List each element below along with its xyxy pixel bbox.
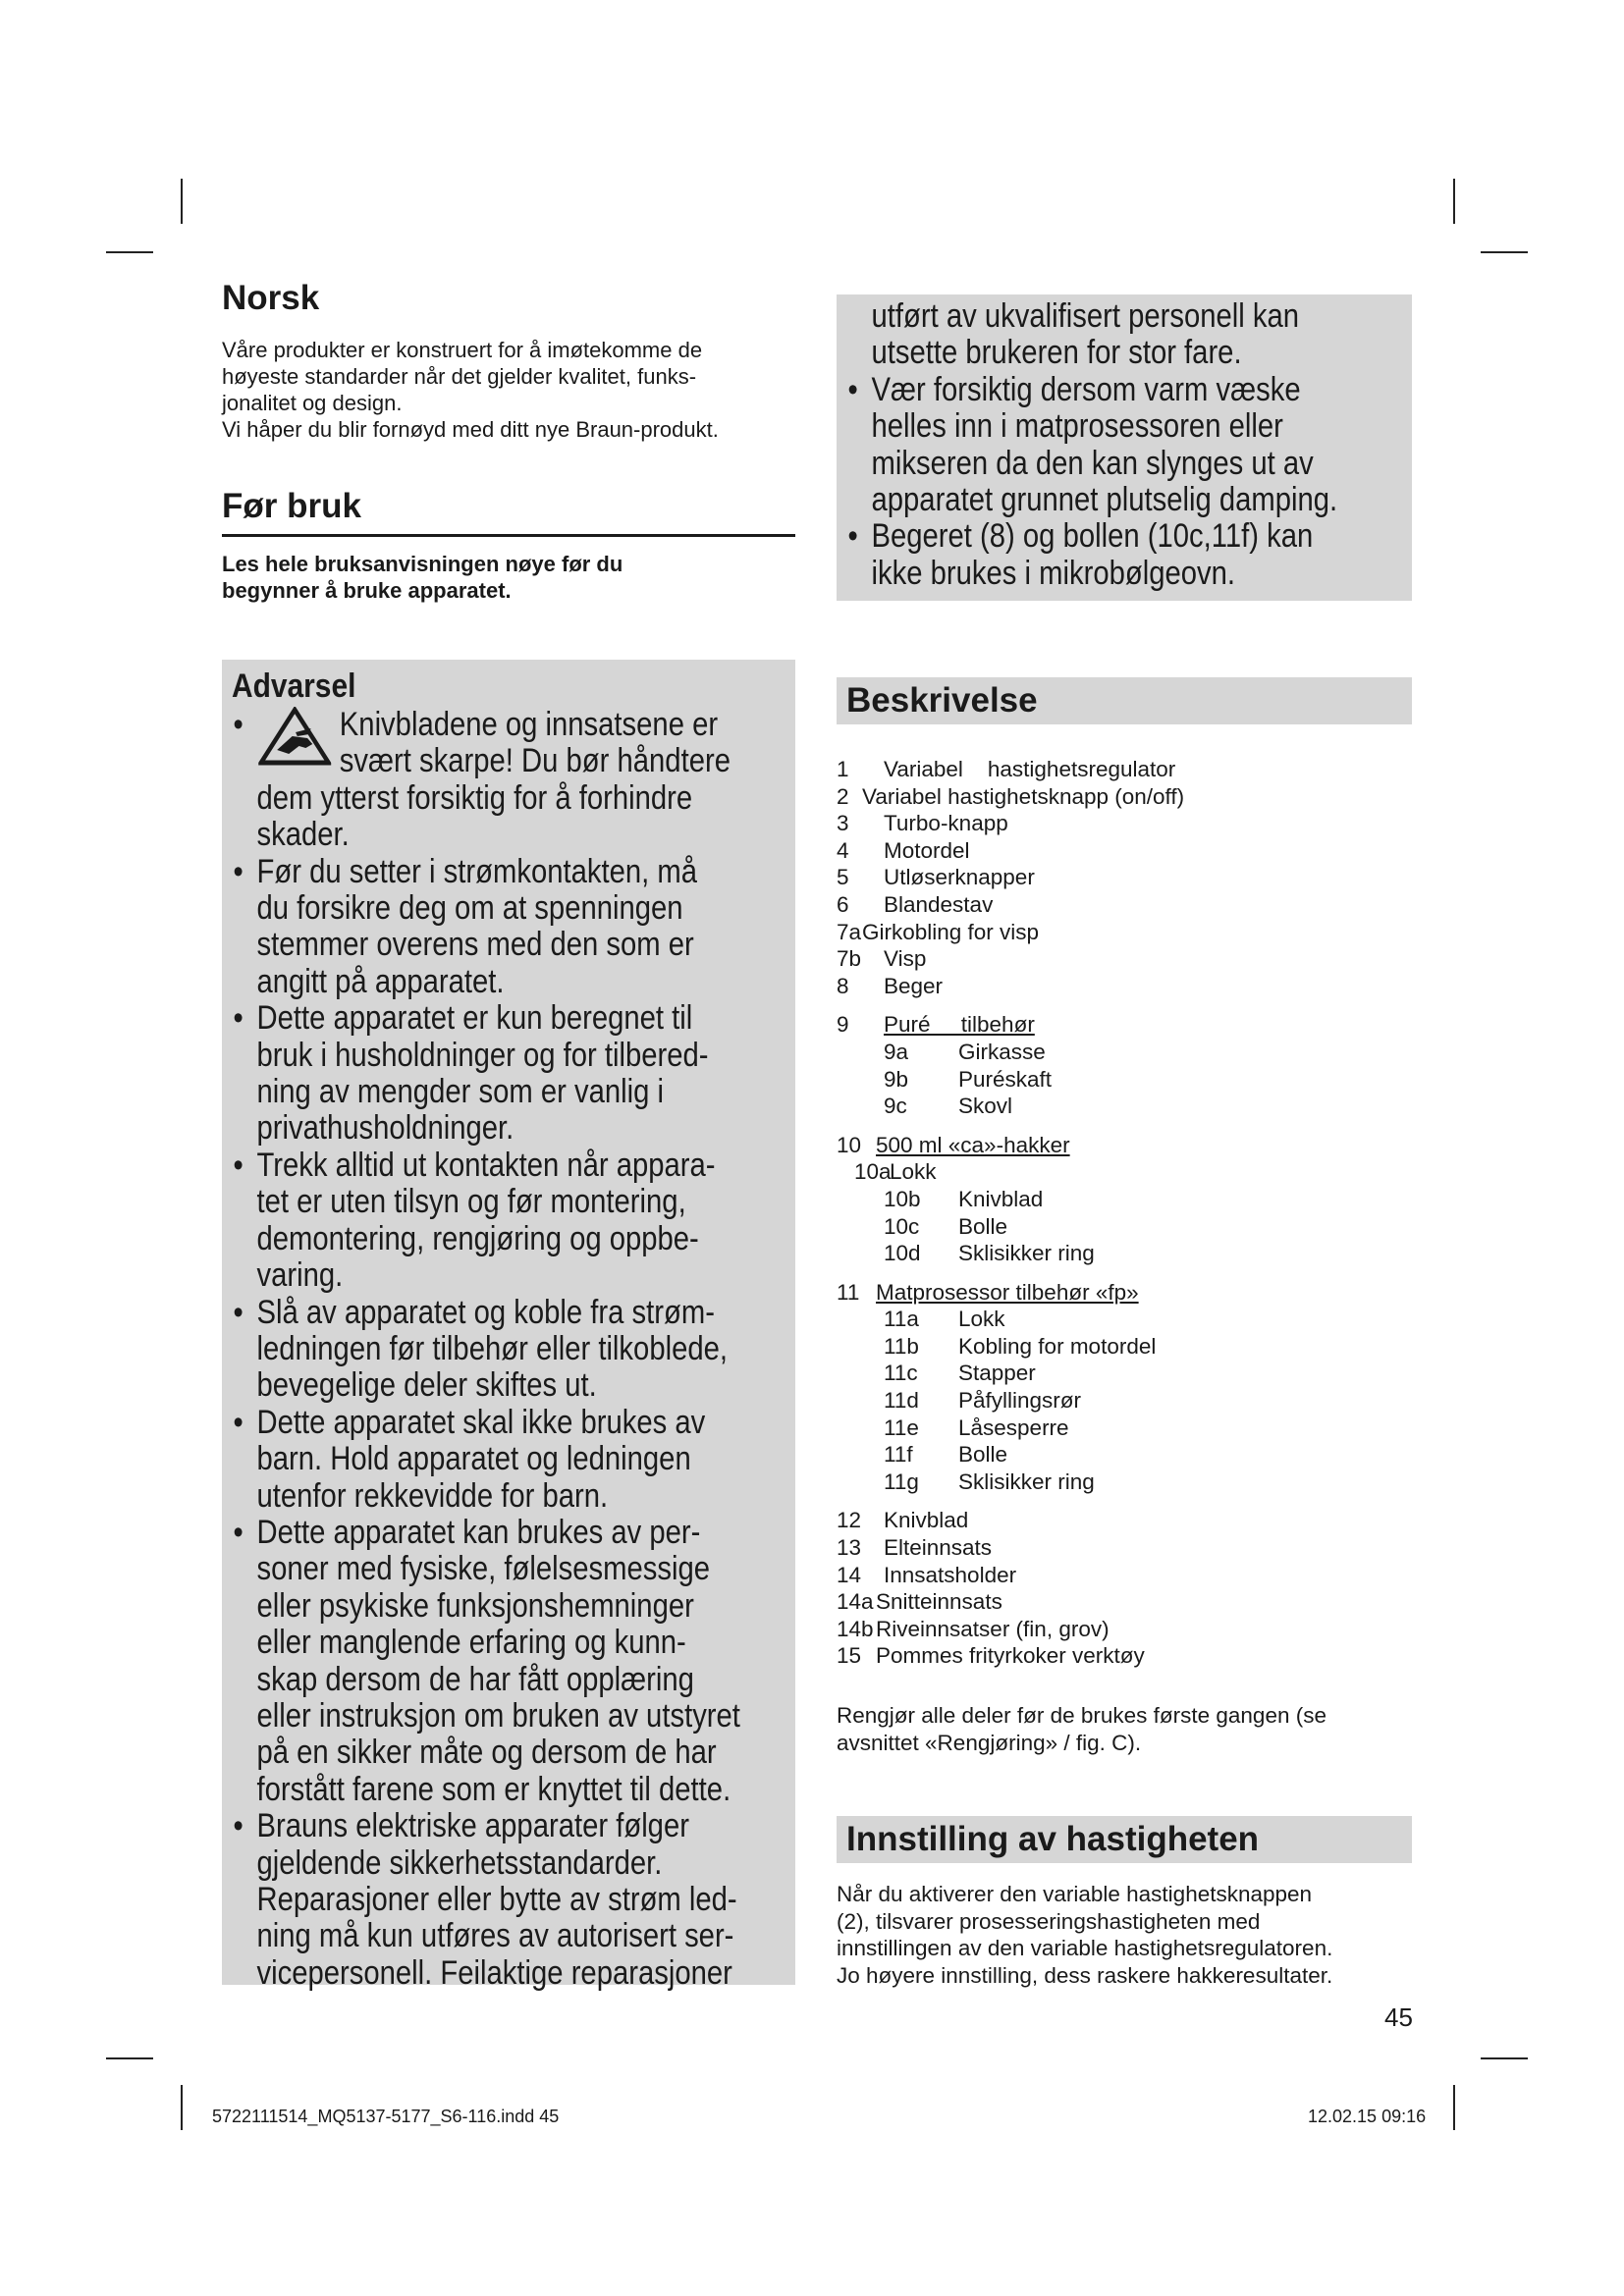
warning-line: vicepersonell. Feilaktige reparasjoner: [256, 1953, 732, 1992]
warning-line: ning av mengder som er vanlig i: [256, 1073, 664, 1111]
part-number: 4: [837, 837, 849, 863]
bullet: •: [233, 1146, 244, 1184]
list-item: [837, 1415, 1426, 1442]
part-label: Variabel hastighetsregulator: [884, 757, 1176, 781]
warning-line: ning må kun utføres av autorisert ser-: [256, 1917, 734, 1955]
part-label: Variabel hastighetsknapp (on/off): [862, 783, 1185, 809]
part-number: 9c: [884, 1094, 907, 1119]
part-label: Stapper: [958, 1361, 1036, 1386]
part-number: 5: [837, 865, 849, 890]
part-label: Riveinnsatser (fin, grov): [876, 1616, 1110, 1641]
hand-blade-warning-icon: [258, 707, 331, 766]
part-label: Lokk: [890, 1159, 937, 1185]
warning-line: eller psykiske funksjonshemninger: [256, 1586, 694, 1625]
part-number: 11a: [884, 1307, 919, 1332]
warning-line: bevegelige deler skiftes ut.: [256, 1366, 597, 1405]
warning-line: ledningen før tilbehør eller tilkoblede,: [256, 1329, 728, 1367]
part-number: 7b: [837, 946, 862, 972]
part-number: 11f: [884, 1442, 913, 1468]
warning-line: Dette apparatet kan brukes av per-: [256, 1513, 701, 1551]
speed-heading-bar: [837, 1816, 1412, 1863]
list-item: [837, 1616, 1426, 1643]
warning-line: Knivbladene og innsatsene er: [339, 706, 719, 743]
part-label: Sklisikker ring: [958, 1468, 1095, 1494]
list-item: [837, 1534, 1426, 1562]
part-number: 10b: [884, 1186, 921, 1211]
bullet: •: [233, 1403, 244, 1441]
warning-line: barn. Hold apparatet og ledningen: [256, 1440, 691, 1478]
clean-note-line: avsnittet «Rengjøring» / fig. C).: [837, 1730, 1142, 1755]
warning-item: [230, 1405, 753, 1515]
description-heading-bar: [837, 677, 1412, 724]
crop-mark: [181, 2085, 183, 2130]
intro-line: Våre produkter er konstruert for å imøtekomme de: [222, 338, 703, 362]
part-label: Sklisikker ring: [958, 1241, 1095, 1266]
list-item: [837, 1333, 1426, 1361]
speed-line: innstillingen av den variable hastighetsregulatoren.: [837, 1936, 1333, 1961]
list-item: [837, 1240, 1426, 1267]
part-label: Motordel: [884, 837, 970, 863]
warning-line: angitt på apparatet.: [256, 962, 505, 1000]
part-label: Utløserknapper: [884, 865, 1035, 890]
list-item: [837, 1306, 1426, 1333]
crop-mark: [106, 2057, 153, 2059]
warning-line: varing.: [256, 1256, 344, 1295]
warning-line: privathusholdninger.: [256, 1109, 514, 1148]
list-item: [837, 1279, 1426, 1307]
list-item: [837, 891, 1426, 919]
part-label: Elteinnsats: [884, 1535, 993, 1561]
list-item: [837, 1093, 1426, 1120]
before-use-heading: Før bruk: [222, 488, 795, 537]
part-label: Låsesperre: [958, 1415, 1069, 1440]
speed-line: Når du aktiverer den variable hastighetsknappen: [837, 1882, 1313, 1906]
crop-mark: [106, 251, 153, 253]
warning-item: [844, 518, 1402, 592]
warning-continuation: [844, 298, 1402, 592]
list-item: [837, 1011, 1426, 1039]
part-number: 9: [837, 1012, 849, 1038]
warning-line: tet er uten tilsyn og før montering,: [256, 1183, 686, 1221]
language-title: Norsk: [222, 279, 320, 317]
warning-continuation-box: [837, 294, 1412, 601]
warning-line: helles inn i matprosessoren eller: [871, 407, 1283, 446]
bullet: •: [233, 1293, 244, 1331]
warning-box: [222, 660, 795, 1992]
part-label: 500 ml «ca»-hakker: [876, 1132, 1070, 1157]
intro-line: jonalitet og design.: [222, 391, 403, 415]
part-label: Visp: [884, 946, 927, 972]
warning-line: mikseren da den kan slynges ut av: [871, 444, 1314, 482]
part-label: Knivblad: [958, 1186, 1044, 1211]
part-number: 1: [837, 757, 849, 781]
part-label: Beger: [884, 973, 944, 998]
speed-line: Jo høyere innstilling, dess raskere hakkeresultater.: [837, 1962, 1333, 1988]
warning-item: [230, 854, 753, 1001]
part-label: Snitteinnsats: [876, 1589, 1002, 1615]
list-item: [837, 1642, 1426, 1670]
part-number: 15: [837, 1643, 862, 1669]
part-label: Turbo-knapp: [884, 811, 1008, 836]
warning-line: ikke brukes i mikrobølgeovn.: [871, 554, 1236, 592]
before-use-note: [222, 551, 795, 604]
part-number: 13: [837, 1535, 862, 1561]
list-item: [837, 973, 1426, 1000]
part-number: 9b: [884, 1066, 909, 1092]
bullet: •: [233, 1807, 244, 1845]
warning-line: Reparasjoner eller bytte av strøm led-: [256, 1881, 737, 1918]
footer-date: 12.02.15 09:16: [1308, 2107, 1427, 2126]
warning-line: svært skarpe! Du bør håndtere: [339, 742, 731, 780]
part-label: Puré tilbehør: [884, 1012, 1035, 1038]
crop-mark: [1481, 2057, 1528, 2059]
warning-line: Før du setter i strømkontakten, må: [256, 852, 697, 890]
bullet: •: [233, 706, 244, 743]
list-item: [837, 1468, 1426, 1496]
part-number: 6: [837, 891, 849, 917]
part-label: Påfyllingsrør: [958, 1388, 1082, 1414]
part-label: Girkasse: [958, 1039, 1046, 1064]
warning-list: [230, 707, 753, 1992]
warning-line: skader.: [256, 816, 350, 854]
list-item: [837, 945, 1426, 973]
part-number: 14a: [837, 1589, 874, 1615]
crop-mark: [1481, 251, 1528, 253]
part-number: 11: [837, 1279, 860, 1305]
list-item: [837, 1441, 1426, 1468]
part-label: Skovl: [958, 1094, 1013, 1119]
warning-line: Slå av apparatet og koble fra strøm-: [256, 1293, 715, 1331]
part-number: 11e: [884, 1415, 919, 1440]
warning-line: Dette apparatet er kun beregnet til: [256, 999, 693, 1038]
warning-item: [844, 372, 1402, 519]
list-item: [837, 919, 1426, 946]
list-item: [837, 1507, 1426, 1534]
part-number: 11c: [884, 1361, 918, 1386]
list-item: [837, 1039, 1426, 1066]
page-number: 45: [1384, 2002, 1413, 2032]
warning-item: [230, 1515, 753, 1808]
warning-line: dem ytterst forsiktig for å forhindre: [256, 778, 693, 817]
part-number: 3: [837, 811, 849, 836]
speed-heading: Innstilling av hastigheten: [846, 1820, 1260, 1858]
list-item: [837, 756, 1426, 783]
warning-item: [230, 1000, 753, 1148]
list-item: [837, 1186, 1426, 1213]
list-item: [837, 1132, 1426, 1159]
bullet: •: [233, 1513, 244, 1551]
parts-list: [837, 756, 1426, 1670]
warning-line: eller manglende erfaring og kunn-: [256, 1624, 686, 1662]
list-item: [837, 1360, 1426, 1387]
list-item: [837, 864, 1426, 891]
part-number: 14b: [837, 1616, 874, 1641]
warning-item: [230, 1148, 753, 1295]
part-label: Innsatsholder: [884, 1562, 1017, 1587]
warning-line: Begeret (8) og bollen (10c,11f) kan: [871, 517, 1314, 556]
crop-mark: [181, 179, 183, 224]
note-line: Les hele bruksanvisningen nøye før du: [222, 551, 623, 576]
list-item: [837, 1562, 1426, 1589]
list-item: [837, 1158, 1426, 1186]
warning-line: soner med fysiske, følelsesmessige: [256, 1550, 711, 1588]
part-label: Lokk: [958, 1307, 1005, 1332]
clean-note-line: Rengjør alle deler før de brukes første gangen (se: [837, 1703, 1326, 1728]
part-number: 11b: [884, 1333, 919, 1359]
list-item: [837, 810, 1426, 837]
note-line: begynner å bruke apparatet.: [222, 577, 512, 603]
crop-mark: [1453, 179, 1455, 224]
part-number: 10d: [884, 1241, 921, 1266]
warning-line: apparatet grunnet plutselig damping.: [871, 481, 1338, 519]
part-number: 8: [837, 973, 849, 998]
part-number: 7a: [837, 919, 862, 944]
warning-line: bruk i husholdninger og for tilbered-: [256, 1036, 709, 1074]
list-item: [837, 1066, 1426, 1094]
part-label: Matprosessor tilbehør «fp»: [876, 1279, 1139, 1305]
warning-line: gjeldende sikkerhetsstandarder.: [256, 1843, 663, 1882]
bullet: •: [233, 999, 244, 1038]
part-label: Girkobling for visp: [862, 919, 1040, 944]
warning-line: skap dersom de har fått opplæring: [256, 1660, 694, 1698]
part-number: 10a: [854, 1159, 892, 1185]
part-label: Bolle: [958, 1442, 1008, 1468]
warning-line: Brauns elektriske apparater følger: [256, 1807, 689, 1845]
part-label: Bolle: [958, 1213, 1008, 1239]
bullet: •: [847, 370, 858, 408]
speed-line: (2), tilsvarer prosesseringshastigheten med: [837, 1908, 1261, 1934]
part-number: 11d: [884, 1388, 919, 1414]
part-label: Blandestav: [884, 891, 994, 917]
warning-title: Advarsel: [232, 667, 356, 705]
list-item: [837, 1213, 1426, 1241]
part-number: 2: [837, 783, 849, 809]
part-label: Puréskaft: [958, 1066, 1053, 1092]
part-label: Kobling for motordel: [958, 1333, 1157, 1359]
part-number: 11g: [884, 1468, 919, 1494]
part-number: 12: [837, 1508, 862, 1533]
warning-line: du forsikre deg om at spenningen: [256, 889, 683, 928]
warning-line: Vær forsiktig dersom varm væske: [871, 370, 1301, 408]
footer-file: 5722111514_MQ5137-5177_S6-116.indd 45: [212, 2107, 560, 2126]
warning-item: [230, 1295, 753, 1405]
warning-line: forstått farene som er knyttet til dette.: [256, 1770, 731, 1808]
list-item: [837, 1387, 1426, 1415]
crop-mark: [1453, 2085, 1455, 2130]
clean-note: [837, 1702, 1412, 1756]
warning-line: Dette apparatet skal ikke brukes av: [256, 1403, 706, 1441]
intro-line: høyeste standarder når det gjelder kvalitet, funks-: [222, 364, 697, 389]
warning-item: [230, 1808, 753, 1992]
warning-line: utenfor rekkevidde for barn.: [256, 1476, 609, 1515]
warning-line: på en sikker måte og dersom de har: [256, 1734, 717, 1772]
description-heading: Beskrivelse: [846, 681, 1038, 720]
list-item: [837, 1588, 1426, 1616]
warning-line: Trekk alltid ut kontakten når appara-: [256, 1146, 716, 1184]
bullet: •: [847, 517, 858, 556]
warning-line: stemmer overens med den som er: [256, 926, 694, 964]
part-label: Pommes frityrkoker verktøy: [876, 1643, 1145, 1669]
bullet: •: [233, 852, 244, 890]
intro-line: Vi håper du blir fornøyd med ditt nye Braun-produkt.: [222, 417, 719, 442]
warning-line: utsette brukeren for stor fare.: [871, 334, 1242, 372]
part-number: 9a: [884, 1039, 909, 1064]
part-number: 14: [837, 1562, 862, 1587]
warning-line: eller instruksjon om bruken av utstyret: [256, 1696, 740, 1735]
list-item: [837, 783, 1426, 811]
list-item: [837, 837, 1426, 865]
warning-line: demontering, rengjøring og oppbe-: [256, 1219, 699, 1257]
speed-text: [837, 1881, 1412, 1989]
part-label: Knivblad: [884, 1508, 969, 1533]
warning-line: utført av ukvalifisert personell kan: [871, 297, 1300, 335]
part-number: 10c: [884, 1213, 920, 1239]
warning-item: [230, 707, 753, 854]
intro-text: [222, 337, 795, 443]
left-column: [222, 281, 795, 604]
part-number: 10: [837, 1132, 862, 1157]
